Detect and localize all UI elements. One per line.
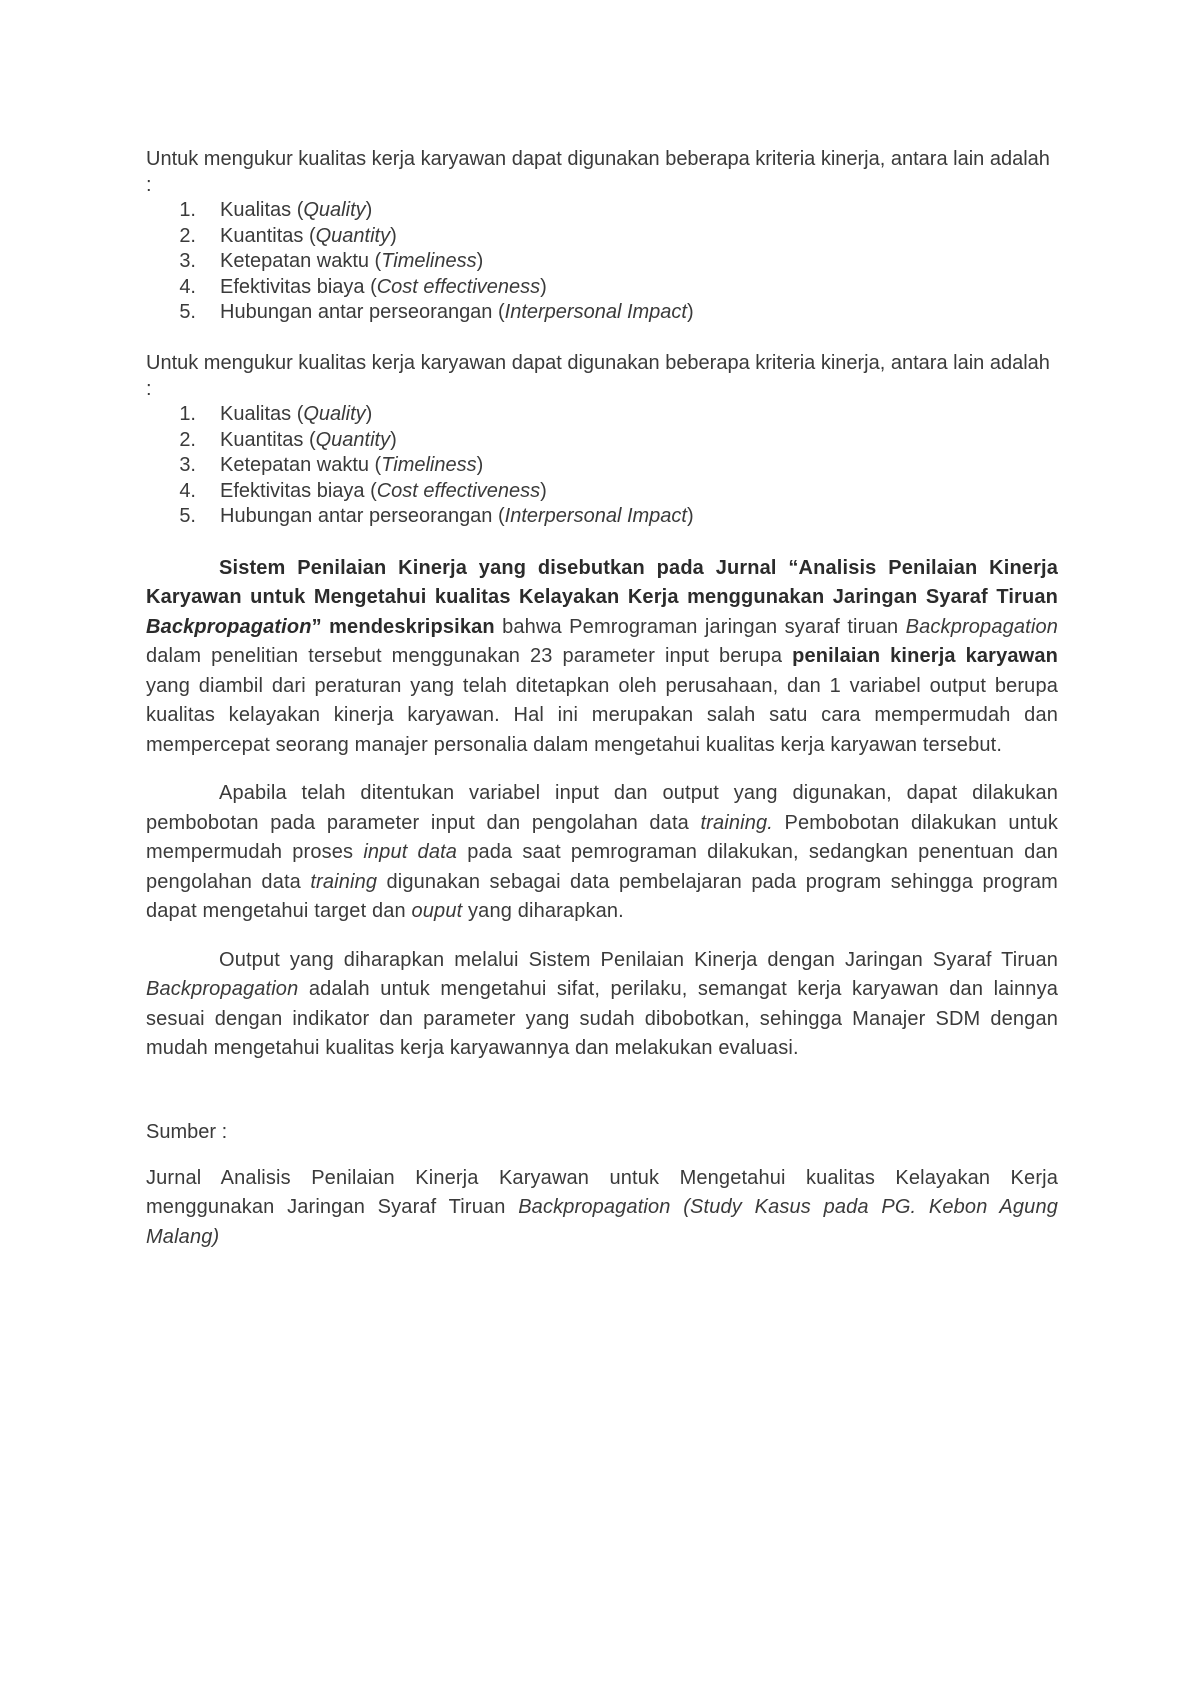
paragraph-sistem-penilaian: Sistem Penilaian Kinerja yang disebutkan pada Jurnal “Analisis Penilaian Kinerja Karyawan untuk Mengetahui kualitas Kelayakan Kerja menggunakan Jaringan Syaraf Tiruan Backpropagation” mendeskripsikan bahwa Pemrograman jaringan syaraf tiruan Backpropagation dalam penelitian tersebut menggunakan 23 parameter input berupa penilaian kinerja karyawan yang diambil dari peraturan yang telah ditetapkan oleh perusahaan, dan 1 variabel output berupa kualitas kelayakan kinerja karyawan. Hal ini merupakan salah satu cara mempermudah dan mempercepat seorang manajer personalia dalam mengetahui kualitas kerja karyawan tersebut. [146, 556, 1058, 756]
criteria-list [146, 402, 1058, 530]
list-item: 2. Kuantitas (Quantity) [179, 428, 397, 451]
list-item: 5. Hubungan antar perseorangan (Interpersonal Impact) [179, 301, 694, 324]
document-page [146, 146, 1058, 1252]
list-item: 4. Efektivitas biaya (Cost effectiveness) [179, 275, 547, 298]
list-item: 3. Ketepatan waktu (Timeliness) [179, 454, 484, 477]
list-item: 5. Hubungan antar perseorangan (Interpersonal Impact) [179, 505, 694, 528]
source-heading: Sumber : [146, 1120, 228, 1143]
list-item: 1. Kualitas (Quality) [179, 199, 373, 221]
list-item: 4. Efektivitas biaya (Cost effectiveness) [179, 479, 547, 502]
paragraph-pembobotan: Apabila telah ditentukan variabel input dan output yang digunakan, dapat dilakukan pembobotan pada parameter input dan pengolahan data training. Pembobotan dilakukan untuk mempermudah proses input data pada saat pemrograman dilakukan, sedangkan penentuan dan pengolahan data training digunakan sebagai data pembelajaran pada program sehingga program dapat mengetahui target dan ouput yang diharapkan. [146, 782, 1058, 923]
intro-text: Untuk mengukur kualitas kerja karyawan dapat digunakan beberapa kriteria kinerja, antara lain adalah : [146, 351, 1050, 400]
list-item: 2. Kuantitas (Quantity) [179, 224, 397, 247]
criteria-list [146, 198, 1058, 326]
intro-text: Untuk mengukur kualitas kerja karyawan dapat digunakan beberapa kriteria kinerja, antara lain adalah : [146, 148, 1050, 196]
list-item: 1. Kualitas (Quality) [179, 402, 373, 425]
paragraph-output: Output yang diharapkan melalui Sistem Penilaian Kinerja dengan Jaringan Syaraf Tiruan Backpropagation adalah untuk mengetahui sifat, perilaku, semangat kerja karyawan dan lainnya sesuai dengan indikator dan parameter yang sudah dibobotkan, sehingga Manajer SDM dengan mudah mengetahui kualitas kerja karyawannya dan melakukan evaluasi. [146, 948, 1058, 1060]
list-item: 3. Ketepatan waktu (Timeliness) [179, 250, 484, 273]
reference-text: Jurnal Analisis Penilaian Kinerja Karyawan untuk Mengetahui kualitas Kelayakan Kerja menggunakan Jaringan Syaraf Tiruan Backpropagation (Study Kasus pada PG. Kebon Agung Malang) [146, 1166, 1058, 1248]
